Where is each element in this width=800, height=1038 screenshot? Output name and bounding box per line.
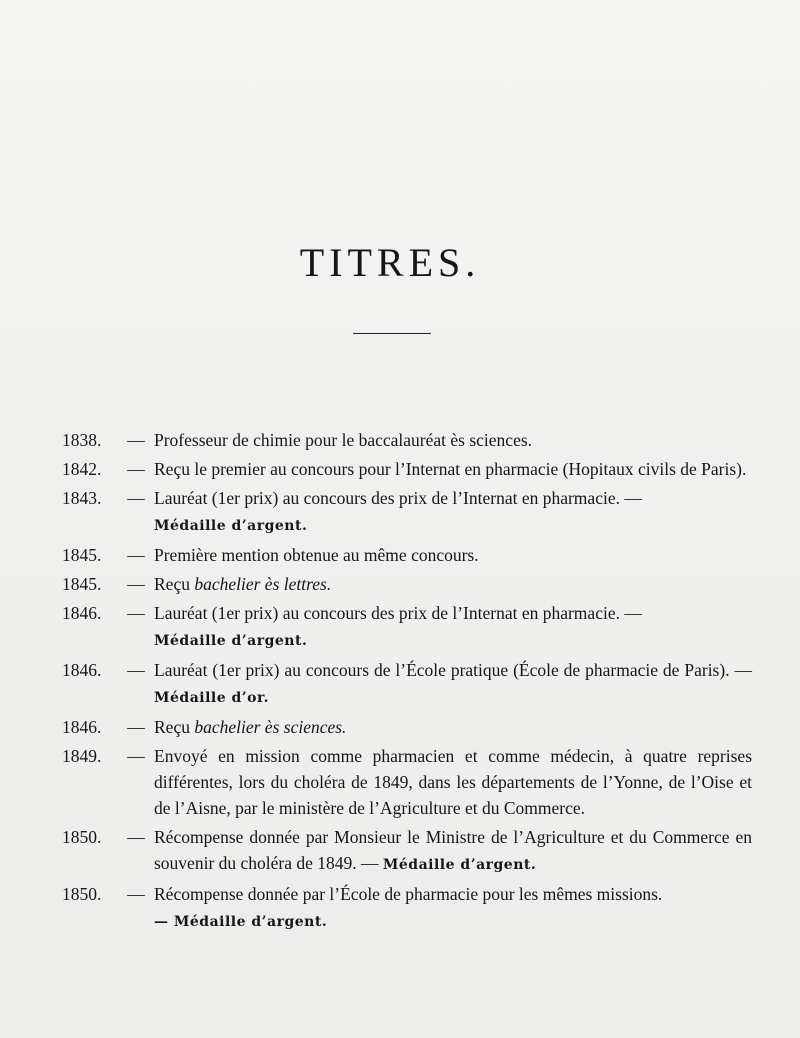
entry-year: 1842. — [62, 459, 102, 479]
entry-year: 1850. — [62, 827, 102, 847]
entry-year: 1850. — [62, 884, 102, 904]
list-item — [62, 743, 752, 821]
entry-italic-text: bachelier ès lettres. — [194, 574, 332, 594]
list-item — [62, 485, 752, 539]
entry-body — [154, 571, 752, 597]
entry-text: Lauréat (1er prix) au concours de l’École pratique (École de pharmacie de Paris). — — [154, 660, 752, 680]
entry-year: 1845. — [62, 545, 102, 565]
entry-text: Lauréat (1er prix) au concours des prix de l’Internat en pharmacie. — — [154, 488, 642, 508]
list-item — [62, 427, 752, 453]
entry-body — [154, 881, 752, 935]
entry-text: Envoyé en mission comme pharmacien et comme médecin, à quatre reprises différentes, lors du choléra de 1849, dans les départements de l’Yonne, de l’Oise et de l’Aisne, par le ministère de l’Agriculture et du Commerce. — [154, 746, 752, 818]
entry-body — [154, 824, 752, 878]
entry-year: 1843. — [62, 488, 102, 508]
list-item — [62, 456, 752, 482]
show-through-background — [40, 40, 760, 136]
entry-italic-text: bachelier ès sciences. — [194, 717, 347, 737]
entry-dash: — — [127, 430, 145, 450]
entry-year: 1846. — [62, 717, 102, 737]
entry-text: Récompense donnée par l’École de pharmacie pour les mêmes missions. — [154, 884, 663, 904]
entry-text: Lauréat (1er prix) au concours des prix de l’Internat en pharmacie. — — [154, 603, 642, 623]
medal-label: Médaille d’argent. — [154, 518, 308, 534]
medal-label: Médaille d’argent. — [154, 633, 308, 649]
list-item — [62, 657, 752, 711]
title-divider — [353, 333, 431, 334]
entry-text: Récompense donnée par Monsieur le Ministre de l’Agriculture et du Commerce en souvenir du choléra de 1849. — — [154, 827, 752, 873]
list-item — [62, 881, 752, 935]
medal-label: Médaille d’argent. — [382, 857, 537, 873]
entry-year: 1849. — [62, 746, 102, 766]
entry-dash: — — [127, 603, 145, 623]
entry-text: Reçu le premier au concours pour l’Internat en pharmacie (Hopitaux civils de Paris). — [154, 459, 747, 479]
titles-list — [62, 427, 752, 938]
entry-text: Reçu — [154, 717, 195, 737]
entry-year: 1838. — [62, 430, 102, 450]
entry-dash: — — [127, 545, 145, 565]
list-item — [62, 714, 752, 740]
entry-body — [154, 657, 752, 711]
list-item — [62, 542, 752, 568]
page-title: TITRES. — [299, 239, 481, 285]
entry-body — [154, 600, 752, 654]
entry-year: 1845. — [62, 574, 102, 594]
entry-dash: — — [127, 660, 145, 680]
list-item — [62, 824, 752, 878]
entry-dash: — — [127, 574, 145, 594]
medal-label: Médaille d’or. — [154, 690, 269, 706]
entry-dash: — — [127, 488, 145, 508]
entry-dash: — — [127, 827, 145, 847]
entry-dash: — — [127, 717, 145, 737]
entry-dash: — — [127, 746, 145, 766]
entry-text: Première mention obtenue au même concours. — [154, 545, 479, 565]
list-item — [62, 571, 752, 597]
entry-body — [154, 485, 752, 539]
entry-dash: — — [127, 884, 145, 904]
entry-text: Professeur de chimie pour le baccalauréat ès sciences. — [154, 430, 533, 450]
entry-body — [154, 714, 752, 740]
entry-dash: — — [127, 459, 145, 479]
list-item — [62, 600, 752, 654]
medal-label: — Médaille d’argent. — [154, 914, 328, 930]
entry-year: 1846. — [62, 660, 102, 680]
entry-year: 1846. — [62, 603, 102, 623]
entry-text: Reçu — [154, 574, 195, 594]
